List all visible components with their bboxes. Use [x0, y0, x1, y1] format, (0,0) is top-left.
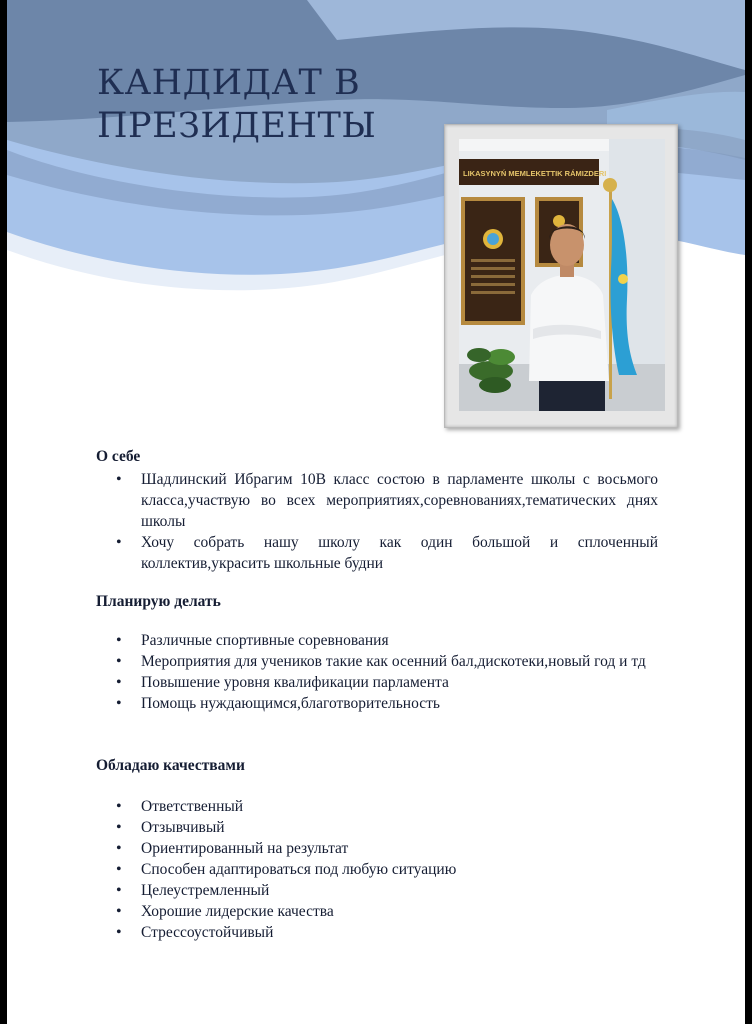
page-title — [97, 62, 376, 148]
title-line-2: ПРЕЗИДЕНТЫ — [97, 106, 377, 146]
list-item: • Повышение уровня квалификации парламента — [96, 672, 658, 693]
list-item: • Способен адаптироваться под любую ситуацию — [96, 859, 658, 880]
section-qualities — [96, 755, 658, 943]
photo-banner-text: LIKASYNYŃ MEMLEKETTIK RÁMIZDERI — [463, 169, 607, 178]
list-item: • Целеустремленный — [96, 880, 658, 901]
list-item: • Ответственный — [96, 796, 658, 817]
list-item: • Мероприятия для учеников такие как осенний бал,дискотеки,новый год и тд — [96, 651, 658, 672]
list-item: • Шадлинский Ибрагим 10В класс состою в парламенте школы с восьмого класса,участвую во всех мероприятиях,соревнованиях,тематических днях школы — [96, 469, 658, 532]
list-item: • Отзывчивый — [96, 817, 658, 838]
title-line-1: КАНДИДАТ В — [97, 63, 361, 103]
bullet-list — [96, 469, 658, 574]
candidate-photo — [459, 139, 665, 411]
section-heading: О себе — [96, 448, 141, 465]
list-item: • Хорошие лидерские качества — [96, 901, 658, 922]
list-item: • Хочу собрать нашу школу как один большой и сплоченный коллектив,украсить школьные будни — [96, 532, 658, 574]
list-item: • Помощь нуждающимся,благотворительность — [96, 693, 658, 714]
section-plans — [96, 591, 658, 714]
bullet-list — [96, 630, 658, 714]
document-page — [7, 0, 745, 1024]
section-heading: Планирую делать — [96, 593, 221, 610]
section-heading: Обладаю качествами — [96, 757, 245, 774]
bullet-list — [96, 796, 658, 943]
list-item: • Ориентированный на результат — [96, 838, 658, 859]
section-about — [96, 446, 658, 574]
list-item: • Стрессоустойчивый — [96, 922, 658, 943]
list-item: • Различные спортивные соревнования — [96, 630, 658, 651]
candidate-photo-frame — [444, 124, 678, 428]
